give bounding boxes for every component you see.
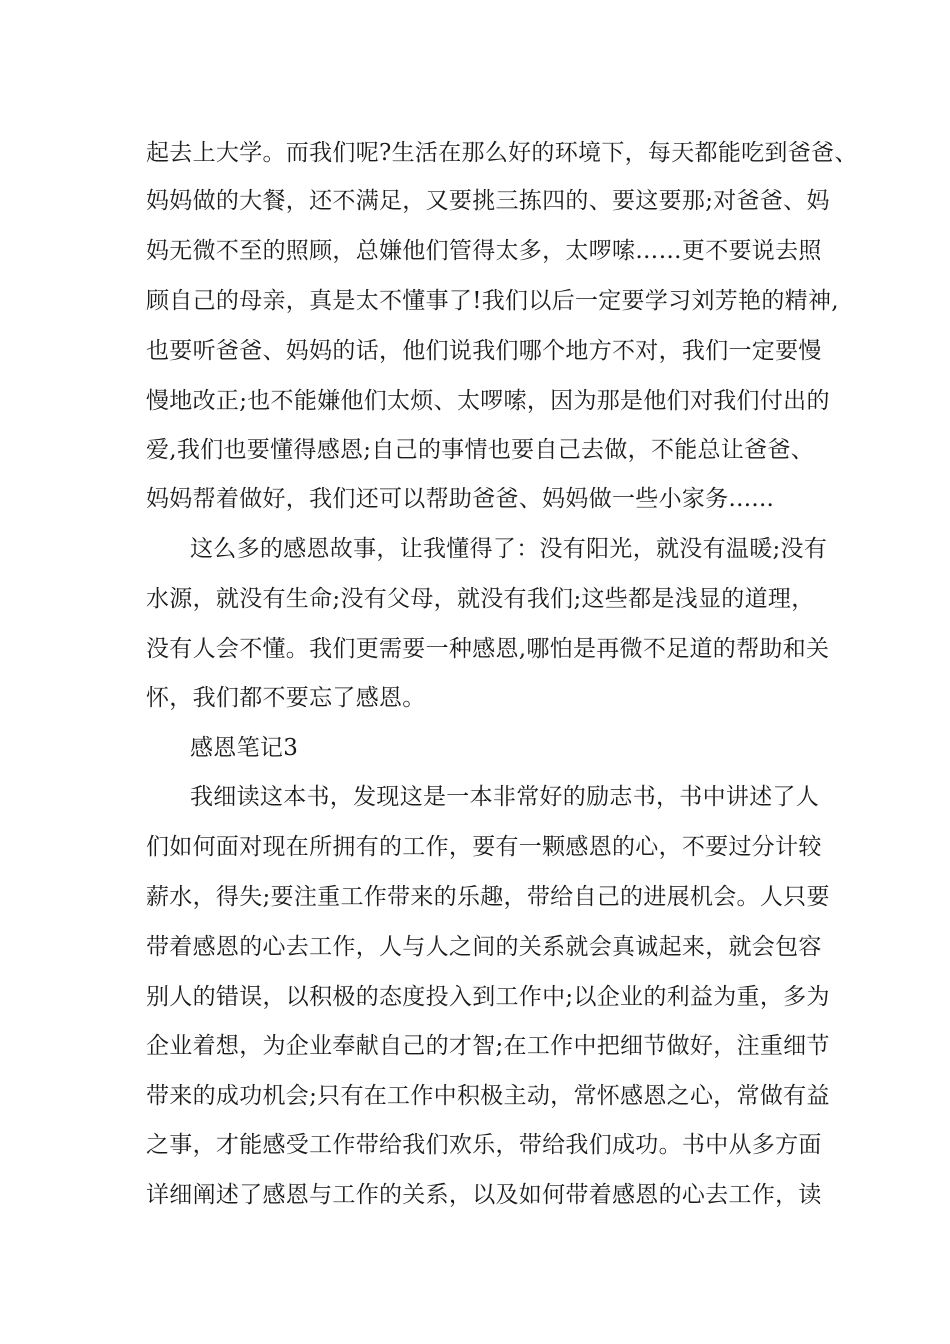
text-line: 我细读这本书，发现这是一本非常好的励志书，书中讲述了人 [190,784,820,810]
text-line: 之事，才能感受工作带给我们欢乐，带给我们成功。书中从多方面 [146,1132,822,1158]
text-line: 薪水，得失;要注重工作带来的乐趣，带给自己的进展机会。人只要 [146,884,830,910]
text-line: 别人的错误，以积极的态度投入到工作中;以企业的利益为重，多为 [146,984,830,1010]
text-line: 妈妈做的大餐，还不满足，又要挑三拣四的、要这要那;对爸爸、妈 [146,188,830,214]
text-line: 带来的成功机会;只有在工作中积极主动，常怀感恩之心，常做有益 [146,1083,830,1109]
text-line: 也要听爸爸、妈妈的话，他们说我们哪个地方不对，我们一定要慢 [146,338,822,364]
text-line: 妈妈帮着做好，我们还可以帮助爸爸、妈妈做一些小家务...... [146,486,775,512]
text-line: 带着感恩的心去工作，人与人之间的关系就会真诚起来，就会包容 [146,934,822,960]
text-line: 起去上大学。而我们呢?生活在那么好的环境下，每天都能吃到爸爸、 [146,140,858,166]
text-line: 怀，我们都不要忘了感恩。 [146,685,426,711]
text-line: 爱,我们也要懂得感恩;自己的事情也要自己去做，不能总让爸爸、 [146,437,815,463]
text-line: 慢地改正;也不能嫌他们太烦、太啰嗦，因为那是他们对我们付出的 [146,388,830,414]
text-line: 顾自己的母亲，真是太不懂事了!我们以后一定要学习刘芳艳的精神, [146,288,839,314]
text-line: 这么多的感恩故事，让我懂得了：没有阳光，就没有温暖;没有 [190,536,828,562]
text-line: 妈无微不至的照顾，总嫌他们管得太多，太啰嗦……更不要说去照 [146,238,822,264]
text-line: 企业着想，为企业奉献自己的才智;在工作中把细节做好，注重细节 [146,1033,830,1059]
section-title: 感恩笔记3 [190,735,299,761]
text-line: 水源，就没有生命;没有父母，就没有我们;这些都是浅显的道理， [146,586,815,612]
text-line: 们如何面对现在所拥有的工作，要有一颗感恩的心，不要过分计较 [146,834,822,860]
text-line: 没有人会不懂。我们更需要一种感恩,哪怕是再微不足道的帮助和关 [146,636,830,662]
text-line: 详细阐述了感恩与工作的关系，以及如何带着感恩的心去工作，读 [146,1182,822,1208]
